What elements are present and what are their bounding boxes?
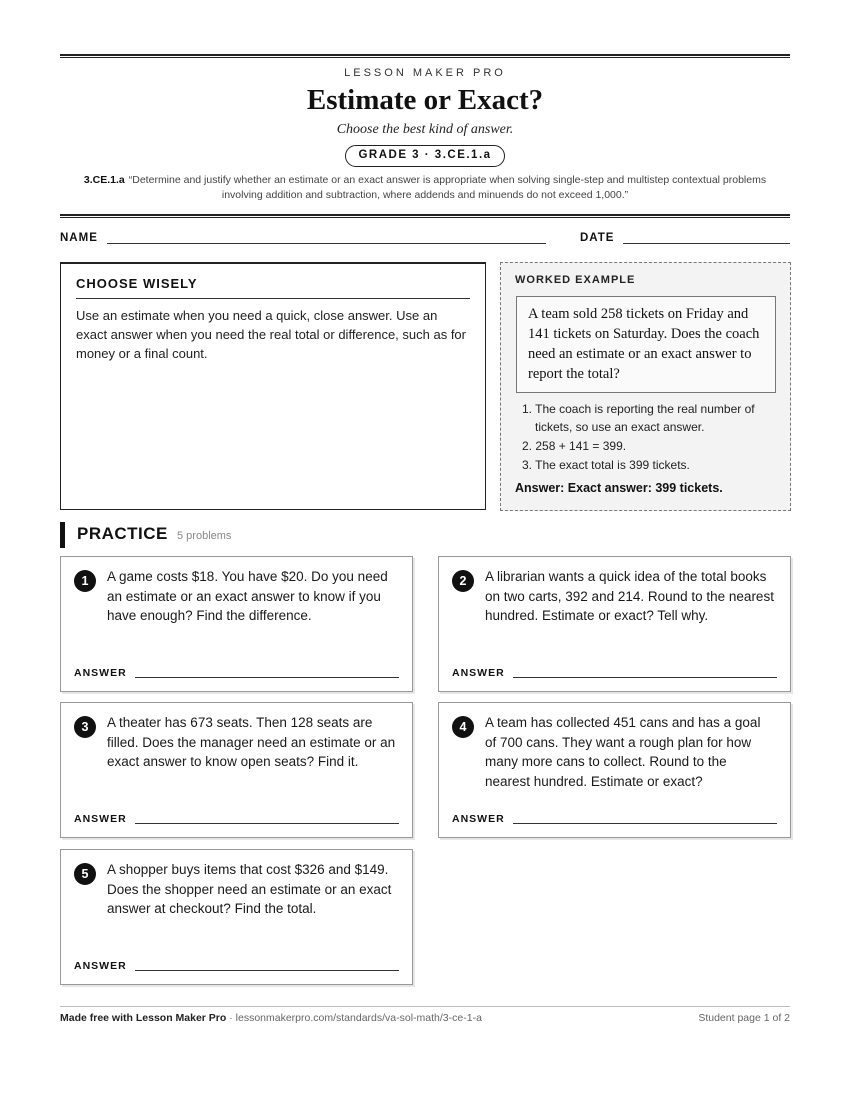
problem-number: 1: [74, 570, 96, 592]
answer-field[interactable]: [513, 823, 777, 824]
footer-url[interactable]: · lessonmakerpro.com/standards/va-sol-math/3-ce-1-a: [226, 1012, 482, 1024]
worked-step: 2. 258 + 141 = 399.: [522, 439, 627, 453]
choose-wisely-heading: CHOOSE WISELY: [76, 276, 198, 291]
answer-field[interactable]: [135, 823, 399, 824]
answer-label: ANSWER: [74, 667, 127, 679]
footer-credit: [60, 1012, 482, 1024]
page-title: Estimate or Exact?: [306, 84, 544, 116]
problem-text: A game costs $18. You have $20. Do you need an estimate or an exact answer to know if you have enough? Find the difference.: [107, 569, 388, 623]
problem-number: 2: [452, 570, 474, 592]
worked-step: 1. The coach is reporting the real number of tickets, so use an exact answer.: [522, 402, 755, 434]
choose-wisely-divider: [76, 298, 470, 299]
practice-heading: PRACTICE: [77, 524, 168, 543]
practice-count: 5 problems: [177, 530, 232, 542]
problem-text: A team has collected 451 cans and has a goal of 700 cans. They want a rough plan for how many more cans to collect. Round to the nearest hundred. Estimate or exact?: [485, 715, 761, 789]
standard-text: “Determine and justify whether an estimate or an exact answer is appropriate when solving single-step and multistep contextual problems involving addition and subtraction, where addends and minuends do not exceed 1,000.”: [128, 174, 767, 201]
practice-accent-bar: [60, 522, 65, 548]
top-rule: [60, 54, 790, 58]
worked-example-answer: Answer: Exact answer: 399 tickets.: [515, 481, 723, 495]
header-bottom-rule: [60, 214, 790, 218]
problem-card-1: [60, 556, 413, 692]
answer-field[interactable]: [513, 677, 777, 678]
worked-example-question: A team sold 258 tickets on Friday and 141 tickets on Saturday. Does the coach need an estimate or an exact answer to report the total?: [516, 296, 776, 393]
brand-name: LESSON MAKER PRO: [344, 67, 506, 79]
answer-label: ANSWER: [452, 813, 505, 825]
choose-wisely-box: [60, 262, 486, 510]
worked-step: 3. The exact total is 399 tickets.: [522, 458, 690, 472]
grade-badge: GRADE 3 · 3.CE.1.a: [345, 145, 505, 167]
problem-card-3: [60, 702, 413, 838]
answer-label: ANSWER: [452, 667, 505, 679]
footer-page-number: Student page 1 of 2: [698, 1012, 790, 1024]
problem-text: A shopper buys items that cost $326 and $149. Does the shopper need an estimate or an exact answer at checkout? Find the total.: [107, 862, 392, 916]
page-subtitle: Choose the best kind of answer.: [336, 122, 514, 137]
problem-text: A theater has 673 seats. Then 128 seats are filled. Does the manager need an estimate or an exact answer to know open seats? Find it.: [107, 715, 396, 769]
problem-number: 4: [452, 716, 474, 738]
problem-text: A librarian wants a quick idea of the total books on two carts, 392 and 214. Round to the nearest hundred. Estimate or exact? Tell why.: [485, 569, 774, 623]
name-field[interactable]: [107, 243, 546, 244]
worked-example-box: [500, 262, 791, 511]
problem-card-5: [60, 849, 413, 985]
worked-example-heading: WORKED EXAMPLE: [515, 274, 636, 286]
standard-code: 3.CE.1.a: [83, 174, 125, 186]
problem-card-4: [438, 702, 791, 838]
problem-number: 3: [74, 716, 96, 738]
standard-statement: [72, 173, 778, 203]
answer-label: ANSWER: [74, 813, 127, 825]
answer-label: ANSWER: [74, 960, 127, 972]
answer-field[interactable]: [135, 970, 399, 971]
worked-example-steps: [517, 400, 779, 475]
problem-card-2: [438, 556, 791, 692]
answer-field[interactable]: [135, 677, 399, 678]
problem-number: 5: [74, 863, 96, 885]
choose-wisely-body: Use an estimate when you need a quick, close answer. Use an exact answer when you need the real total or difference, such as for money or a final count.: [76, 308, 466, 361]
footer-made-with: Made free with Lesson Maker Pro: [60, 1012, 227, 1024]
footer-rule: [60, 1006, 790, 1007]
date-field[interactable]: [623, 243, 790, 244]
name-label: NAME: [60, 232, 98, 244]
date-label: DATE: [580, 232, 615, 244]
